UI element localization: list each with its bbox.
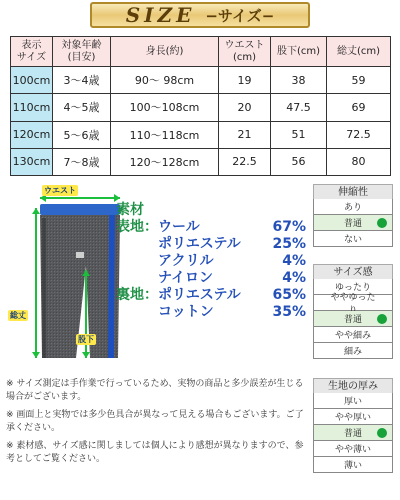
option-row [313, 231, 393, 247]
option-row [313, 343, 393, 359]
option-label: ゆったり [335, 283, 371, 293]
length-label: 総丈 [10, 311, 26, 320]
inseam-label: 股下 [78, 335, 94, 344]
option-row [313, 292, 393, 311]
length-cell: 80 [327, 148, 391, 175]
option-row-selected [313, 215, 393, 231]
size-table-header [11, 37, 391, 67]
panel-title: サイズ感 [313, 264, 393, 279]
height-cell: 90〜 98cm [111, 67, 219, 94]
age-cell: 4〜5歳 [53, 94, 111, 121]
material-name: ウール [158, 219, 200, 235]
option-label: やや厚い [334, 413, 371, 423]
waist-label: ウエスト [44, 186, 76, 195]
selected-dot-icon [377, 428, 387, 438]
option-row [313, 327, 393, 343]
option-label: 細み [343, 347, 362, 357]
material-line [116, 287, 306, 304]
option-row [313, 457, 393, 473]
length-cell: 59 [327, 67, 391, 94]
option-label: ややゆった [330, 292, 376, 303]
option-label: ない [343, 235, 362, 245]
length-cell: 69 [327, 94, 391, 121]
table-row [11, 67, 391, 94]
inseam-cell: 47.5 [271, 94, 327, 121]
header-age: 対象年齢 (目安) [53, 37, 111, 67]
option-label: 普通 [343, 315, 362, 325]
panel-title: 伸縮性 [313, 184, 393, 199]
size-cell: 110cm [11, 94, 53, 121]
material-name: コットン [158, 304, 214, 320]
pants-photo [6, 184, 124, 370]
material-line [116, 219, 306, 236]
option-row [313, 199, 393, 215]
size-cell: 120cm [11, 121, 53, 148]
inseam-cell: 51 [271, 121, 327, 148]
waist-cell: 21 [219, 121, 271, 148]
material-percent: 67% [272, 219, 306, 235]
material-percent: 35% [272, 304, 306, 320]
age-cell: 7〜8歳 [53, 148, 111, 175]
material-prefix: 表地： [116, 219, 158, 235]
banner-subtitle: −サイズ− [205, 6, 275, 25]
option-label: 薄い [343, 461, 362, 471]
waist-cell: 19 [219, 67, 271, 94]
material-prefix: 裏地： [116, 287, 158, 303]
note-text: ※ 素材感、サイズ感に関しましては個人により感想が異なりますので、参考としてご覧ください。 [6, 441, 304, 464]
header-inseam: 股下(cm) [271, 37, 327, 67]
age-cell: 3〜4歳 [53, 67, 111, 94]
material-heading: 素材 [116, 202, 144, 218]
option-row-selected [313, 311, 393, 327]
material-line [116, 270, 306, 287]
material-name: ポリエステル [158, 236, 241, 252]
option-row [313, 409, 393, 425]
option-label: やや薄い [334, 445, 371, 455]
length-cell: 72.5 [327, 121, 391, 148]
material-percent: 65% [272, 287, 306, 303]
material-block [116, 202, 306, 321]
option-label: あり [343, 203, 362, 213]
height-cell: 120〜128cm [111, 148, 219, 175]
material-percent: 4% [282, 253, 306, 269]
panel-title: 生地の厚み [313, 378, 393, 393]
thickness-panel [313, 378, 393, 473]
table-row [11, 121, 391, 148]
material-line [116, 304, 306, 321]
banner-title: SIZE [125, 3, 196, 27]
material-line [116, 236, 306, 253]
option-label: やや細み [334, 331, 371, 341]
notes-block [6, 378, 306, 471]
option-row [313, 441, 393, 457]
material-line [116, 253, 306, 270]
note-text: ※ 画面上と実物では多少色具合が異なって見える場合もございます。ご了承ください。 [6, 410, 304, 433]
material-name: ポリエステル [158, 287, 241, 303]
size-feel-panel [313, 264, 393, 359]
table-row [11, 148, 391, 175]
size-banner [90, 2, 310, 28]
size-cell: 130cm [11, 148, 53, 175]
age-cell: 5〜6歳 [53, 121, 111, 148]
note-text: ※ サイズ測定は手作業で行っているため、実物の商品と多少誤差が生じる場合がございます。 [6, 379, 304, 402]
selected-dot-icon [377, 218, 387, 228]
height-cell: 110〜118cm [111, 121, 219, 148]
option-row-selected [313, 425, 393, 441]
header-waist: ウエスト (cm) [219, 37, 271, 67]
option-label: 厚い [343, 397, 362, 407]
inseam-cell: 56 [271, 148, 327, 175]
option-row [313, 393, 393, 409]
waist-cell: 22.5 [219, 148, 271, 175]
header-length: 総丈(cm) [327, 37, 391, 67]
option-label: 普通 [343, 219, 362, 229]
size-cell: 100cm [11, 67, 53, 94]
waist-cell: 20 [219, 94, 271, 121]
height-cell: 100〜108cm [111, 94, 219, 121]
selected-dot-icon [377, 314, 387, 324]
table-row [11, 94, 391, 121]
stretch-panel [313, 184, 393, 247]
size-table [10, 36, 391, 176]
material-percent: 4% [282, 270, 306, 286]
pants-illustration [6, 184, 124, 370]
inseam-cell: 38 [271, 67, 327, 94]
header-height: 身長(約) [111, 37, 219, 67]
material-name: アクリル [158, 253, 214, 269]
material-percent: 25% [272, 236, 306, 252]
material-name: ナイロン [158, 270, 214, 286]
option-label: 普通 [343, 429, 362, 439]
header-size: 表示 サイズ [11, 37, 53, 67]
